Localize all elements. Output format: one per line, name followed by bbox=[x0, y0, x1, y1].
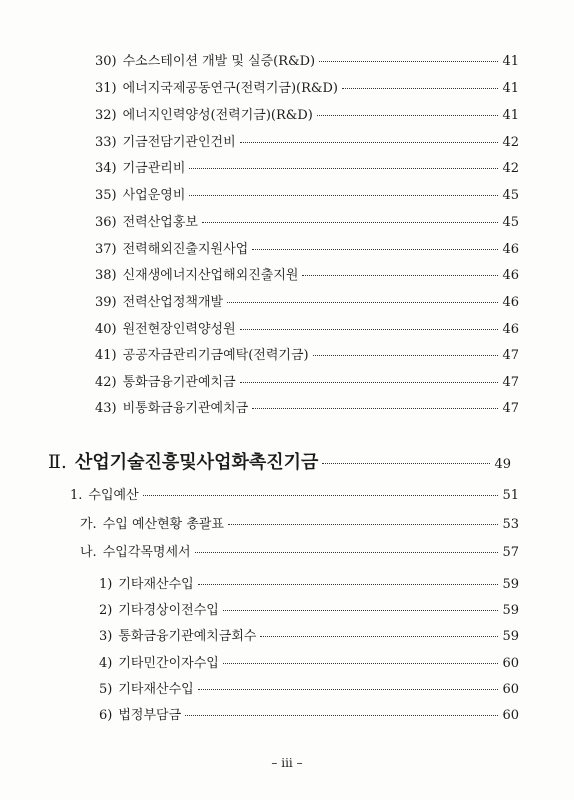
entry-number: 33) bbox=[95, 135, 117, 150]
toc-entry[interactable] bbox=[95, 135, 519, 151]
entry-page: 46 bbox=[502, 295, 519, 310]
entry-page: 42 bbox=[502, 161, 519, 176]
entry-title: 기금관리비 bbox=[122, 161, 186, 176]
entry-title: 신재생에너지산업해외진출지원 bbox=[122, 268, 299, 283]
entry-title: 원전현장인력양성원 bbox=[122, 322, 236, 337]
toc-entry[interactable] bbox=[99, 682, 519, 698]
section-title: 산업기술진흥및사업화촉진기금 bbox=[74, 452, 319, 473]
entry-number: 43) bbox=[95, 401, 117, 416]
entry-page: 42 bbox=[502, 135, 519, 150]
entry-number: 4) bbox=[99, 656, 113, 671]
entry-page: 41 bbox=[502, 108, 519, 123]
dot-leader bbox=[189, 168, 498, 169]
dot-leader bbox=[322, 463, 490, 464]
dot-leader bbox=[240, 329, 499, 330]
dot-leader bbox=[185, 715, 498, 716]
toc-entry[interactable] bbox=[95, 295, 519, 311]
entry-number: 38) bbox=[95, 268, 117, 283]
dot-leader bbox=[143, 495, 499, 496]
entry-title: 전력해외진출지원사업 bbox=[122, 242, 249, 257]
entry-number: 39) bbox=[95, 295, 117, 310]
chapter-page: 51 bbox=[502, 488, 519, 503]
entry-title: 에너지인력양성(전력기금)(R&D) bbox=[122, 108, 313, 123]
toc-subchapter-entry[interactable] bbox=[80, 517, 519, 533]
dot-leader bbox=[202, 222, 498, 223]
subchapter-number: 가. bbox=[80, 517, 97, 532]
subchapter-title: 수입 예산현황 총괄표 bbox=[102, 517, 224, 532]
toc-entry[interactable] bbox=[99, 656, 519, 672]
toc-entry[interactable] bbox=[95, 81, 519, 97]
section-heading[interactable] bbox=[48, 451, 511, 476]
toc-entry[interactable] bbox=[95, 322, 519, 338]
dot-leader bbox=[227, 302, 498, 303]
dot-leader bbox=[240, 382, 499, 383]
toc-subchapter-entry[interactable] bbox=[80, 545, 519, 561]
dot-leader bbox=[189, 195, 498, 196]
entry-title: 통화금융기관예치금 bbox=[122, 375, 236, 390]
entry-page: 41 bbox=[502, 54, 519, 69]
entry-title: 법정부담금 bbox=[118, 708, 182, 723]
entry-number: 3) bbox=[99, 629, 113, 644]
toc-chapter-entry[interactable] bbox=[70, 488, 519, 504]
toc-entry[interactable] bbox=[95, 54, 519, 70]
chapter-number: 1. bbox=[70, 488, 83, 503]
entry-number: 30) bbox=[95, 54, 117, 69]
entry-number: 32) bbox=[95, 108, 117, 123]
entry-number: 31) bbox=[95, 81, 117, 96]
entry-number: 34) bbox=[95, 161, 117, 176]
entry-number: 5) bbox=[99, 682, 113, 697]
entry-number: 6) bbox=[99, 708, 113, 723]
toc-entry[interactable] bbox=[99, 708, 519, 724]
subchapter-page: 57 bbox=[502, 545, 519, 560]
entry-title: 기타재산수입 bbox=[118, 682, 194, 697]
section-page: 49 bbox=[494, 457, 511, 472]
toc-entry[interactable] bbox=[95, 161, 519, 177]
entry-page: 60 bbox=[502, 682, 519, 697]
entry-page: 46 bbox=[502, 268, 519, 283]
entry-title: 기금전담기관인건비 bbox=[122, 135, 236, 150]
entry-page: 59 bbox=[502, 629, 519, 644]
entry-title: 전력산업홍보 bbox=[122, 215, 198, 230]
toc-entry[interactable] bbox=[95, 401, 519, 417]
toc-entry[interactable] bbox=[95, 242, 519, 258]
entry-number: 35) bbox=[95, 188, 117, 203]
dot-leader bbox=[342, 88, 499, 89]
toc-entry[interactable] bbox=[95, 375, 519, 391]
dot-leader bbox=[317, 115, 499, 116]
entry-number: 36) bbox=[95, 215, 117, 230]
entry-page: 60 bbox=[502, 708, 519, 723]
toc-entry[interactable] bbox=[95, 348, 519, 364]
entry-number: 41) bbox=[95, 348, 117, 363]
entry-title: 에너지국제공동연구(전력기금)(R&D) bbox=[122, 81, 338, 96]
entry-page: 45 bbox=[502, 188, 519, 203]
entry-title: 수소스테이션 개발 및 실증(R&D) bbox=[122, 54, 316, 69]
entry-title: 기타재산수입 bbox=[118, 577, 194, 592]
entry-page: 47 bbox=[502, 375, 519, 390]
dot-leader bbox=[223, 663, 499, 664]
entry-page: 46 bbox=[502, 322, 519, 337]
entry-page: 45 bbox=[502, 215, 519, 230]
entry-title: 전력산업정책개발 bbox=[122, 295, 224, 310]
entry-title: 기타민간이자수입 bbox=[118, 656, 219, 671]
dot-leader bbox=[228, 524, 498, 525]
toc-entry[interactable] bbox=[99, 603, 519, 619]
toc-entry[interactable] bbox=[95, 215, 519, 231]
dot-leader bbox=[198, 584, 499, 585]
dot-leader bbox=[302, 275, 498, 276]
entry-number: 37) bbox=[95, 242, 117, 257]
dot-leader bbox=[198, 689, 499, 690]
dot-leader bbox=[223, 610, 499, 611]
entry-number: 1) bbox=[99, 577, 113, 592]
toc-entry[interactable] bbox=[99, 629, 519, 645]
dot-leader bbox=[313, 355, 499, 356]
entry-page: 47 bbox=[502, 401, 519, 416]
entry-number: 2) bbox=[99, 603, 113, 618]
dot-leader bbox=[319, 61, 498, 62]
dot-leader bbox=[252, 249, 498, 250]
entry-title: 비통화금융기관예치금 bbox=[122, 401, 249, 416]
entry-page: 59 bbox=[502, 577, 519, 592]
toc-entry[interactable] bbox=[99, 577, 519, 593]
subchapter-number: 나. bbox=[80, 545, 97, 560]
entry-number: 40) bbox=[95, 322, 117, 337]
entry-title: 통화금융기관예치금회수 bbox=[118, 629, 257, 644]
dot-leader bbox=[240, 142, 499, 143]
entry-page: 59 bbox=[502, 603, 519, 618]
toc-entry[interactable] bbox=[95, 188, 519, 204]
section-number: Ⅱ. bbox=[48, 451, 67, 473]
entry-page: 41 bbox=[502, 81, 519, 96]
dot-leader bbox=[195, 552, 499, 553]
entry-title: 기타경상이전수입 bbox=[118, 603, 219, 618]
page-number-footer: – iii – bbox=[271, 756, 303, 770]
entry-page: 60 bbox=[502, 656, 519, 671]
entry-title: 사업운영비 bbox=[122, 188, 186, 203]
chapter-title: 수입예산 bbox=[88, 488, 139, 503]
entry-title: 공공자금관리기금예탁(전력기금) bbox=[122, 348, 309, 363]
toc-entry[interactable] bbox=[95, 268, 519, 284]
entry-number: 42) bbox=[95, 375, 117, 390]
subchapter-page: 53 bbox=[502, 517, 519, 532]
dot-leader bbox=[260, 636, 498, 637]
dot-leader bbox=[252, 408, 498, 409]
toc-entry[interactable] bbox=[95, 108, 519, 124]
subchapter-title: 수입각목명세서 bbox=[102, 545, 191, 560]
entry-page: 46 bbox=[502, 242, 519, 257]
entry-page: 47 bbox=[502, 348, 519, 363]
